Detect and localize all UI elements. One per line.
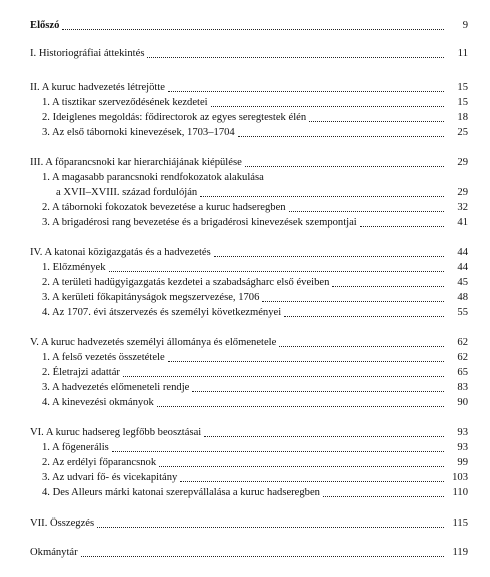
toc-entry-page: 11 <box>457 48 468 59</box>
toc-entry-page: 62 <box>457 352 468 363</box>
toc-entry <box>42 442 468 454</box>
toc-entry <box>42 367 468 379</box>
toc-entry-title: IV. A katonai közigazgatás és a hadvezetés <box>30 247 211 258</box>
toc-entry-page: 99 <box>457 457 468 468</box>
toc-entry-title: II. A kuruc hadvezetés létrejötte <box>30 82 166 93</box>
toc-entry <box>42 292 468 304</box>
dot-leader <box>360 217 444 227</box>
toc-entry-page: 18 <box>457 112 468 123</box>
toc-entry <box>42 307 468 319</box>
toc-entry-page: 45 <box>457 277 468 288</box>
toc-entry-page: 25 <box>457 127 468 138</box>
toc-entry <box>42 202 468 214</box>
dot-leader <box>81 547 444 557</box>
toc-entry <box>42 262 468 274</box>
toc-entry-page: 115 <box>452 518 468 529</box>
toc-entry <box>42 352 468 364</box>
toc-entry-page: 93 <box>457 427 468 438</box>
toc-entry-title: 2. Az erdélyi főparancsnok <box>42 457 157 468</box>
toc-entry-title: 3. Az első tábornoki kinevezések, 1703–1704 <box>42 127 235 138</box>
toc-entry-title: 3. A hadvezetés előmeneteli rendje <box>42 382 190 393</box>
toc-entry <box>56 187 468 199</box>
toc-entry-page: 93 <box>457 442 468 453</box>
toc-entry-page: 44 <box>457 247 468 258</box>
toc-entry-page: 55 <box>457 307 468 318</box>
toc-entry-title: 3. Az udvari fő- és vicekapitány <box>42 472 178 483</box>
toc-entry <box>42 472 468 484</box>
toc-entry-title: V. A kuruc hadvezetés személyi állománya és előmenetele <box>30 337 277 348</box>
toc-entry <box>42 217 468 229</box>
dot-leader <box>262 292 444 302</box>
toc-entry-page: 9 <box>462 20 468 31</box>
toc-entry-page: 103 <box>452 472 468 483</box>
toc-entry-page: 29 <box>457 157 468 168</box>
dot-leader <box>211 97 444 107</box>
toc-entry-page: 44 <box>457 262 468 273</box>
toc-entry-title: VII. Összegzés <box>30 518 95 529</box>
dot-leader <box>62 20 444 30</box>
toc-entry <box>42 382 468 394</box>
toc-entry-page: 15 <box>457 82 468 93</box>
toc-entry <box>30 427 468 439</box>
toc-entry-title: III. A főparancsnoki kar hierarchiájának kiépülése <box>30 157 242 168</box>
toc-entry <box>42 127 468 139</box>
dot-leader <box>112 442 444 452</box>
dot-leader <box>323 487 444 497</box>
dot-leader <box>159 457 444 467</box>
toc-entry <box>30 20 468 32</box>
dot-leader <box>97 518 444 528</box>
toc-entry-title: 1. A tisztikar szerveződésének kezdetei <box>42 97 208 108</box>
toc-entry-page: 48 <box>457 292 468 303</box>
toc-entry-title: 1. A magasabb parancsnoki rendfokozatok alakulása <box>42 172 264 183</box>
toc-entry-title: Okmánytár <box>30 547 78 558</box>
dot-leader <box>204 427 444 437</box>
toc-entry-page: 29 <box>457 187 468 198</box>
toc-entry-title: 2. Életrajzi adattár <box>42 367 120 378</box>
toc-entry <box>42 457 468 469</box>
dot-leader <box>332 277 444 287</box>
dot-leader <box>147 48 444 58</box>
toc-entry-page: 90 <box>457 397 468 408</box>
toc-entry-title: 3. A kerületi főkapitányságok megszervezése, 1706 <box>42 292 260 303</box>
dot-leader <box>200 187 444 197</box>
toc-entry <box>42 397 468 409</box>
toc-entry-page: 110 <box>452 487 468 498</box>
dot-leader <box>238 127 444 137</box>
toc-entry-page: 15 <box>457 97 468 108</box>
toc-entry <box>30 48 468 60</box>
dot-leader <box>157 397 444 407</box>
toc-entry-page: 65 <box>457 367 468 378</box>
toc-entry-title: 1. A felső vezetés összetétele <box>42 352 165 363</box>
toc-entry-page: 32 <box>457 202 468 213</box>
dot-leader <box>180 472 444 482</box>
toc-entry <box>30 157 468 169</box>
toc-entry-title: 2. A tábornoki fokozatok bevezetése a kuruc hadseregben <box>42 202 286 213</box>
dot-leader <box>168 352 444 362</box>
toc-entry-title: 4. A kinevezési okmányok <box>42 397 154 408</box>
toc-entry-page: 41 <box>457 217 468 228</box>
toc-entry <box>42 112 468 124</box>
toc-entry-title: 3. A brigadérosi rang bevezetése és a brigadérosi kinevezések szempontjai <box>42 217 357 228</box>
toc-entry-title: 2. A területi hadügyigazgatás kezdetei a szabadságharc első éveiben <box>42 277 330 288</box>
toc-entry <box>42 172 468 184</box>
dot-leader <box>284 307 444 317</box>
toc-entry-title: 1. A fögenerális <box>42 442 109 453</box>
toc-entry <box>30 547 468 559</box>
dot-leader <box>109 262 444 272</box>
toc-entry-title: 2. Ideiglenes megoldás: fődirectorok az egyes seregtestek élén <box>42 112 307 123</box>
toc-entry-title: Előszó <box>30 20 60 31</box>
toc-entry-page: 62 <box>457 337 468 348</box>
dot-leader <box>279 337 444 347</box>
dot-leader <box>245 157 444 167</box>
dot-leader <box>123 367 444 377</box>
toc-entry-page: 119 <box>452 547 468 558</box>
toc-entry-title: 4. Des Alleurs márki katonai szerepvállalása a kuruc hadseregben <box>42 487 320 498</box>
toc-entry <box>30 82 468 94</box>
dot-leader <box>309 112 444 122</box>
dot-leader <box>289 202 444 212</box>
toc-entry-page: 83 <box>457 382 468 393</box>
toc-entry-title: a XVII–XVIII. század fordulóján <box>56 187 198 198</box>
toc-entry-title: 4. Az 1707. évi átszervezés és személyi következményei <box>42 307 282 318</box>
dot-leader <box>192 382 444 392</box>
dot-leader <box>214 247 444 257</box>
toc-entry <box>42 97 468 109</box>
toc-entry-title: VI. A kuruc hadsereg legfőbb beosztásai <box>30 427 202 438</box>
dot-leader <box>168 82 444 92</box>
toc-entry <box>30 247 468 259</box>
toc-entry <box>42 487 468 499</box>
toc-entry <box>42 277 468 289</box>
toc-entry-title: 1. Előzmények <box>42 262 106 273</box>
toc-entry <box>30 518 468 530</box>
toc-entry <box>30 337 468 349</box>
toc-entry-title: I. Historiográfiai áttekintés <box>30 48 145 59</box>
